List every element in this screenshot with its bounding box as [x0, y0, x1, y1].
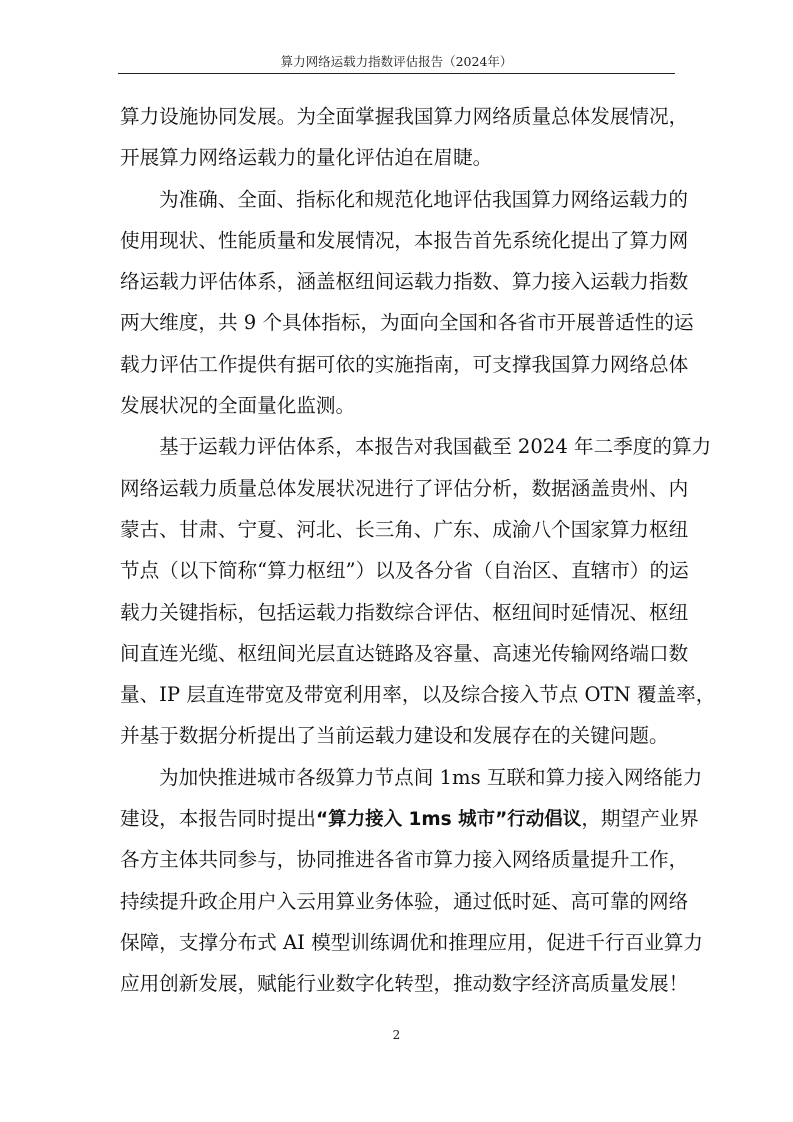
paragraph-2-line-3: 络运载力评估体系，涵盖枢纽间运载力指数、算力接入运载力指数 — [120, 270, 689, 294]
paragraph-2-line-4: 两大维度，共 9 个具体指标，为面向全国和各省市开展普适性的运 — [120, 311, 694, 335]
paragraph-4-line-3: 各方主体共同参与，协同推进各省市算力接入网络质量提升工作， — [120, 848, 689, 872]
paragraph-4-line-6: 应用创新发展，赋能行业数字化转型，推动数字经济高质量发展！ — [120, 972, 689, 996]
paragraph-2-line-2: 使用现状、性能质量和发展情况，本报告首先系统化提出了算力网 — [120, 228, 689, 252]
paragraph-1-line-2: 开展算力网络运载力的量化评估迫在眉睫。 — [120, 146, 493, 170]
paragraph-3-line-5: 载力关键指标，包括运载力指数综合评估、枢纽间时延情况、枢纽 — [120, 600, 689, 624]
paragraph-4-line-1: 为加快推进城市各级算力节点间 1ms 互联和算力接入网络能力 — [159, 765, 703, 789]
paragraph-2-line-5: 载力评估工作提供有据可依的实施指南，可支撑我国算力网络总体 — [120, 352, 689, 376]
paragraph-3-line-6: 间直连光缆、枢纽间光层直达链路及容量、高速光传输网络端口数 — [120, 641, 689, 665]
running-header: 算力网络运载力指数评估报告（2024年） — [280, 54, 513, 69]
body-text — [120, 96, 716, 1005]
paragraph-2-line-1: 为准确、全面、指标化和规范化地评估我国算力网络运载力的 — [159, 187, 689, 211]
paragraph-2-line-6: 发展状况的全面量化监测。 — [120, 394, 356, 418]
paragraph-4-line-2 — [120, 798, 699, 839]
paragraph-4-line-5: 保障，支撑分布式 AI 模型训练调优和推理应用，促进千行百业算力 — [120, 930, 703, 954]
paragraph-3-line-8: 并基于数据分析提出了当前运载力建设和发展存在的关键问题。 — [120, 724, 669, 748]
page-number: 2 — [392, 1028, 401, 1042]
initiative-title: “算力接入 1ms 城市”行动倡议 — [315, 809, 582, 831]
paragraph-4-line-4: 持续提升政企用户入云用算业务体验，通过低时延、高可靠的网络 — [120, 889, 689, 913]
header-rule — [118, 73, 675, 74]
paragraph-3-line-7: 量、IP 层直连带宽及带宽利用率，以及综合接入节点 OTN 覆盖率， — [120, 683, 716, 707]
paragraph-3-line-4: 节点（以下简称“算力枢纽”）以及各分省（自治区、直辖市）的运 — [120, 559, 689, 583]
paragraph-4-line-2-after: ，期望产业界 — [581, 807, 699, 831]
paragraph-3-line-2: 网络运载力质量总体发展状况进行了评估分析，数据涵盖贵州、内 — [120, 476, 689, 500]
paragraph-3-line-3: 蒙古、甘肃、宁夏、河北、长三角、广东、成渝八个国家算力枢纽 — [120, 517, 689, 541]
paragraph-1-line-1: 算力设施协同发展。为全面掌握我国算力网络质量总体发展情况， — [120, 105, 689, 128]
paragraph-4-line-2-before: 建设，本报告同时提出 — [120, 807, 316, 831]
paragraph-3-line-1: 基于运载力评估体系，本报告对我国截至 2024 年二季度的算力 — [159, 435, 712, 459]
